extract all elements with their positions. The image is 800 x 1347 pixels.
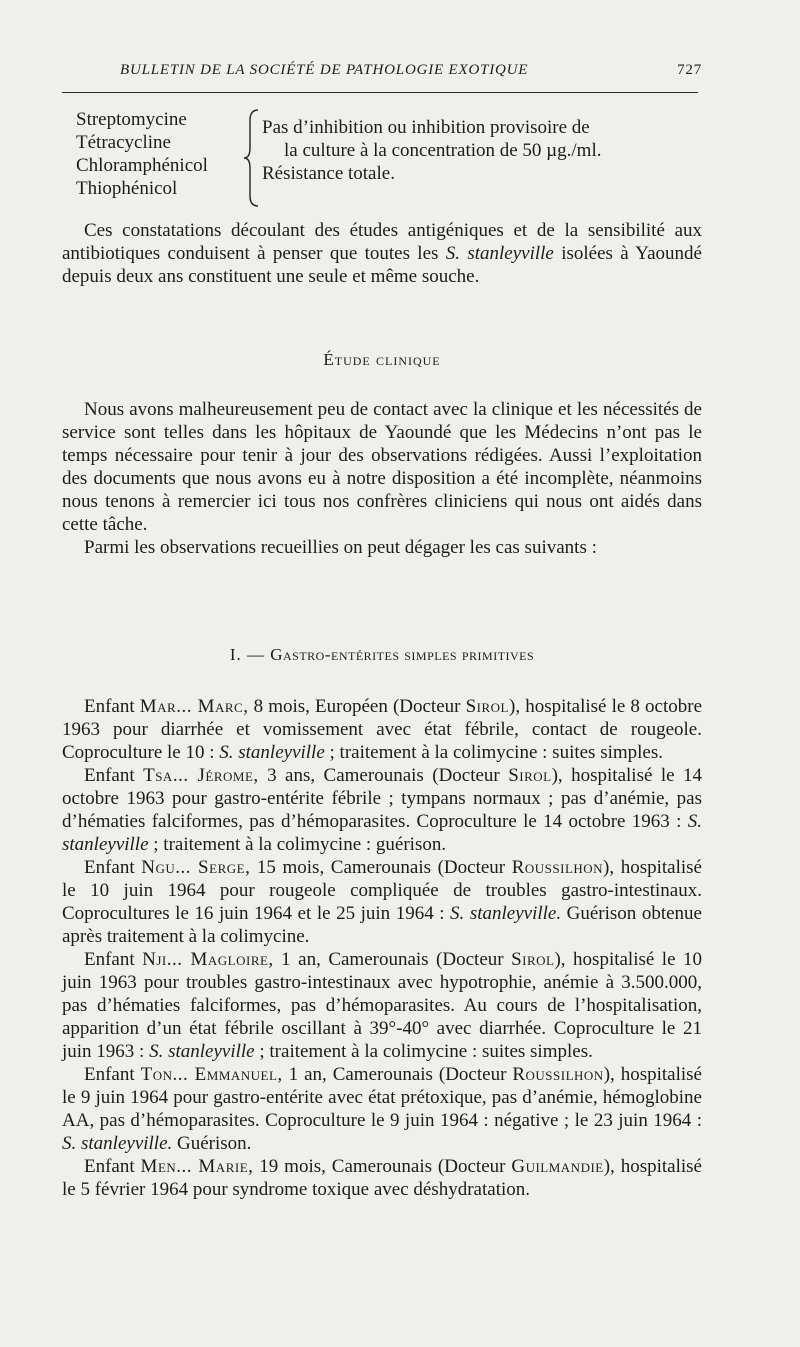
- case-entry: [62, 856, 702, 948]
- drug-item: Chloramphénicol: [76, 155, 208, 176]
- text-run: Enfant: [84, 949, 143, 970]
- text-run: Enfant: [84, 696, 140, 717]
- patient-name: Ngu... Serge,: [141, 857, 251, 878]
- drug-list: [76, 108, 251, 200]
- text-run: Guérison obtenue après traitement à la colimycine.: [62, 903, 702, 947]
- section-heading: Étude clinique: [323, 350, 441, 369]
- patient-name: Tsa... Jérome,: [143, 765, 259, 786]
- text-run: ), hospitalisé le 10 juin 1963 pour troubles gastro-intestinaux avec hypotrophie, anémie à 3.500.000, pas d’hématies falciformes, pas d’hémoparasites. Au cours de l’hospitalisation, apparition d’un état fébrile oscillant à 39°-40° avec diarrhée. Coproculture le 21 juin 1963 :: [62, 949, 702, 1062]
- species-name: S. stanleyville: [219, 742, 325, 763]
- doctor-name: Sirol: [465, 696, 509, 717]
- result-line: Pas d’inhibition ou inhibition provisoire de: [262, 117, 590, 138]
- brace-icon: [244, 108, 264, 208]
- drug-item: Tétracycline: [76, 132, 171, 153]
- species-name: S. stanleyville.: [450, 903, 562, 924]
- result-line: la culture à la concentration de 50 µg./ml.: [284, 140, 602, 161]
- text-run: 1 an, Camerounais (Docteur: [282, 1064, 513, 1085]
- clinical-paragraphs: [62, 398, 702, 559]
- patient-name: Nji... Magloire,: [142, 949, 274, 970]
- patient-name: Ton... Emmanuel,: [140, 1064, 283, 1085]
- species-name: S. stanleyville: [149, 1041, 255, 1062]
- case-entry: [62, 695, 702, 764]
- journal-title: BULLETIN DE LA SOCIÉTÉ DE PATHOLOGIE EXOTIQUE: [120, 62, 529, 78]
- doctor-name: Sirol: [511, 949, 555, 970]
- doctor-name: Roussilhon: [512, 1064, 604, 1085]
- species-name: S. stanleyville.: [62, 1133, 173, 1154]
- text-run: Enfant: [84, 765, 144, 786]
- text-run: ; traitement à la colimycine : suites simples.: [324, 742, 664, 763]
- doctor-name: Roussilhon: [511, 857, 604, 878]
- case-entry: [62, 1155, 702, 1201]
- doctor-name: Guilmandie: [511, 1156, 604, 1177]
- drug-item: Streptomycine: [76, 109, 187, 130]
- text-run: ), hospitalisé le 9 juin 1964 pour gastro-entérite avec état prétoxique, pas d’anémie, hémoglobine AA, pas d’hémoparasites. Coproculture le 9 juin 1964 : négative ; le 23 juin 1964 :: [62, 1064, 702, 1131]
- subsection-heading: [62, 645, 702, 665]
- text-run: Enfant: [84, 1156, 141, 1177]
- case-entry: [62, 764, 702, 856]
- text-run: Guérison.: [172, 1133, 252, 1154]
- running-header: [62, 60, 702, 90]
- text-run: 1 an, Camerounais (Docteur: [273, 949, 512, 970]
- header-rule: [62, 92, 698, 93]
- text-run: 8 mois, Européen (Docteur: [248, 696, 466, 717]
- case-list: [62, 695, 702, 1201]
- text-run: Enfant: [84, 1064, 141, 1085]
- text-run: 15 mois, Camerounais (Docteur: [250, 857, 512, 878]
- text-run: Enfant: [84, 857, 142, 878]
- conclusion-paragraph: [62, 219, 702, 288]
- species-name: S. stanleyville: [445, 243, 554, 264]
- result-line: Résistance totale.: [262, 163, 395, 184]
- text-run: ), hospitalisé le 8 octobre 1963 pour diarrhée et vomissement avec état fébrile, contact de rougeole. Coproculture le 10 :: [62, 696, 703, 763]
- case-entry: [62, 1063, 702, 1155]
- page-number: 727: [677, 62, 702, 78]
- text-run: ; traitement à la colimycine : suites simples.: [254, 1041, 593, 1062]
- patient-name: Men... Marie,: [140, 1156, 254, 1177]
- text-run: isolées à Yaoundé depuis deux ans constituent une seule et même souche.: [62, 243, 702, 287]
- text-run: Ces constatations découlant des études antigéniques et de la sensibilité aux antibiotiques conduisent à penser que toutes les: [62, 220, 702, 264]
- species-name: S. stanleyville: [62, 811, 702, 855]
- text-run: ), hospitalisé le 10 juin 1964 pour rougeole compliquée de troubles gastro-intestinaux. Coprocultures le 16 juin 1964 et le 25 juin 1964 :: [62, 857, 702, 924]
- patient-name: Mar... Marc,: [139, 696, 249, 717]
- text-run: 3 ans, Camerounais (Docteur: [258, 765, 509, 786]
- text-run: ), hospitalisé le 14 octobre 1963 pour gastro-entérite fébrile ; tympans normaux ; pas d’anémie, pas d’hématies falciformes, pas d’hémoparasites. Coproculture le 14 octobre 1963 :: [62, 765, 702, 832]
- text-run: ; traitement à la colimycine : guérison.: [148, 834, 447, 855]
- sensitivity-result: [262, 116, 722, 185]
- doctor-name: Sirol: [508, 765, 552, 786]
- antibiotic-table: [76, 108, 716, 218]
- paragraph: Parmi les observations recueillies on peut dégager les cas suivants :: [84, 537, 597, 558]
- case-entry: [62, 948, 702, 1063]
- text-run: ), hospitalisé le 5 février 1964 pour syndrome toxique avec déshydratation.: [62, 1156, 702, 1200]
- text-run: 19 mois, Camerounais (Docteur: [253, 1156, 512, 1177]
- drug-item: Thiophénicol: [76, 178, 178, 199]
- subsection-title: Gastro-entérites simples primitives: [270, 645, 535, 664]
- paragraph: Nous avons malheureusement peu de contact avec la clinique et les nécessités de service sont telles dans les hôpitaux de Yaoundé que les Médecins n’ont pas le temps nécessaire pour tenir à jour des observations rédigées. Aussi l’exploitation des documents que nous avons eu à notre disposition a été incomplète, néanmoins nous tenons à remercier ici tous nos confrères cliniciens qui nous ont aidés dans cette tâche.: [62, 399, 702, 535]
- subsection-number: I. —: [229, 645, 271, 664]
